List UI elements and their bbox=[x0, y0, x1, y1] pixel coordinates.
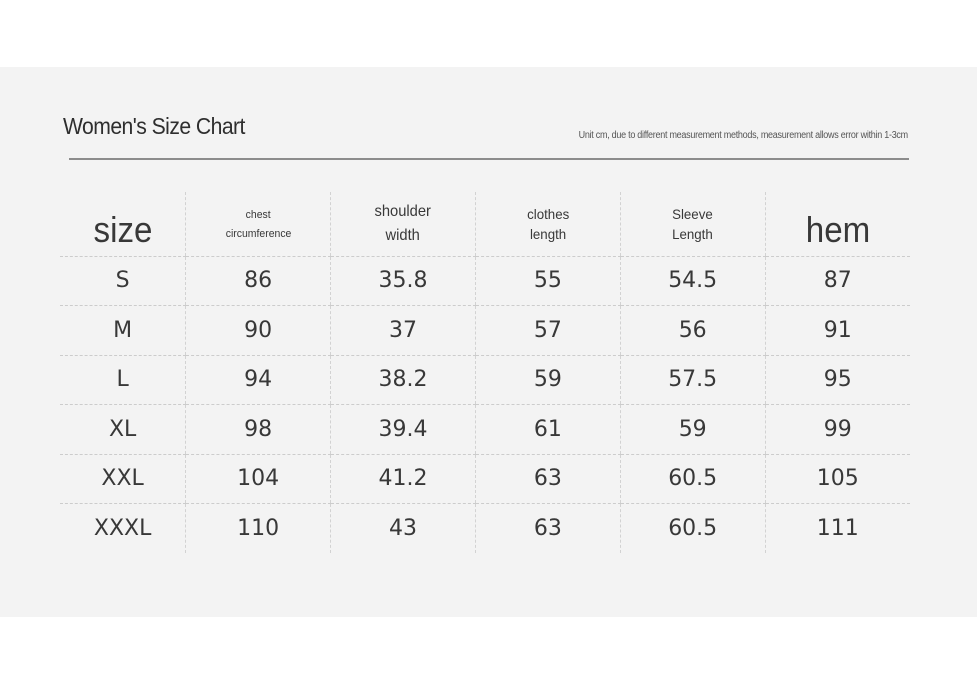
clothes-length-cell: 59 bbox=[475, 355, 620, 405]
hem-cell: 105 bbox=[765, 454, 910, 504]
sleeve-length-cell: 60.5 bbox=[620, 454, 765, 504]
size-cell: L bbox=[60, 355, 186, 405]
measurement-note: Unit cm, due to different measurement methods, measurement allows error within 1-3cm bbox=[578, 130, 908, 141]
table-row bbox=[60, 405, 910, 455]
shoulder-cell: 39.4 bbox=[331, 405, 476, 455]
header-row bbox=[60, 192, 910, 256]
clothes-length-cell: 63 bbox=[475, 454, 620, 504]
shoulder-cell: 41.2 bbox=[331, 454, 476, 504]
header-chest: chest circumference bbox=[186, 192, 331, 256]
header-clothes-length: clothes length bbox=[475, 192, 620, 256]
header-shoulder: shoulder width bbox=[331, 192, 476, 256]
sleeve-length-cell: 60.5 bbox=[620, 504, 765, 554]
hem-cell: 99 bbox=[765, 405, 910, 455]
size-cell: S bbox=[60, 256, 186, 306]
chest-cell: 104 bbox=[186, 454, 331, 504]
table-row bbox=[60, 355, 910, 405]
chest-cell: 110 bbox=[186, 504, 331, 554]
table-row bbox=[60, 504, 910, 554]
header-sleeve-length: Sleeve Length bbox=[620, 192, 765, 256]
size-cell: XL bbox=[60, 405, 186, 455]
clothes-length-cell: 55 bbox=[475, 256, 620, 306]
size-cell: M bbox=[60, 306, 186, 356]
table-row bbox=[60, 454, 910, 504]
shoulder-cell: 35.8 bbox=[331, 256, 476, 306]
size-cell: XXL bbox=[60, 454, 186, 504]
clothes-length-cell: 57 bbox=[475, 306, 620, 356]
shoulder-cell: 38.2 bbox=[331, 355, 476, 405]
hem-cell: 91 bbox=[765, 306, 910, 356]
title-divider bbox=[69, 158, 909, 160]
size-cell: XXXL bbox=[93, 516, 152, 541]
chest-cell: 86 bbox=[186, 256, 331, 306]
sleeve-length-cell: 54.5 bbox=[620, 256, 765, 306]
chart-title: Women's Size Chart bbox=[63, 113, 245, 139]
hem-cell: 87 bbox=[765, 256, 910, 306]
shoulder-cell: 37 bbox=[331, 306, 476, 356]
sleeve-length-cell: 57.5 bbox=[620, 355, 765, 405]
shoulder-cell: 43 bbox=[331, 504, 476, 554]
hem-cell: 95 bbox=[765, 355, 910, 405]
chest-cell: 90 bbox=[186, 306, 331, 356]
sleeve-length-cell: 56 bbox=[620, 306, 765, 356]
hem-cell: 111 bbox=[765, 504, 910, 554]
clothes-length-cell: 61 bbox=[475, 405, 620, 455]
table-row bbox=[60, 256, 910, 306]
header-size: size bbox=[60, 192, 186, 256]
table-row bbox=[60, 306, 910, 356]
clothes-length-cell: 63 bbox=[475, 504, 620, 554]
header-hem: hem bbox=[765, 192, 910, 256]
sleeve-length-cell: 59 bbox=[620, 405, 765, 455]
size-table bbox=[60, 192, 910, 553]
chest-cell: 94 bbox=[186, 355, 331, 405]
chest-cell: 98 bbox=[186, 405, 331, 455]
